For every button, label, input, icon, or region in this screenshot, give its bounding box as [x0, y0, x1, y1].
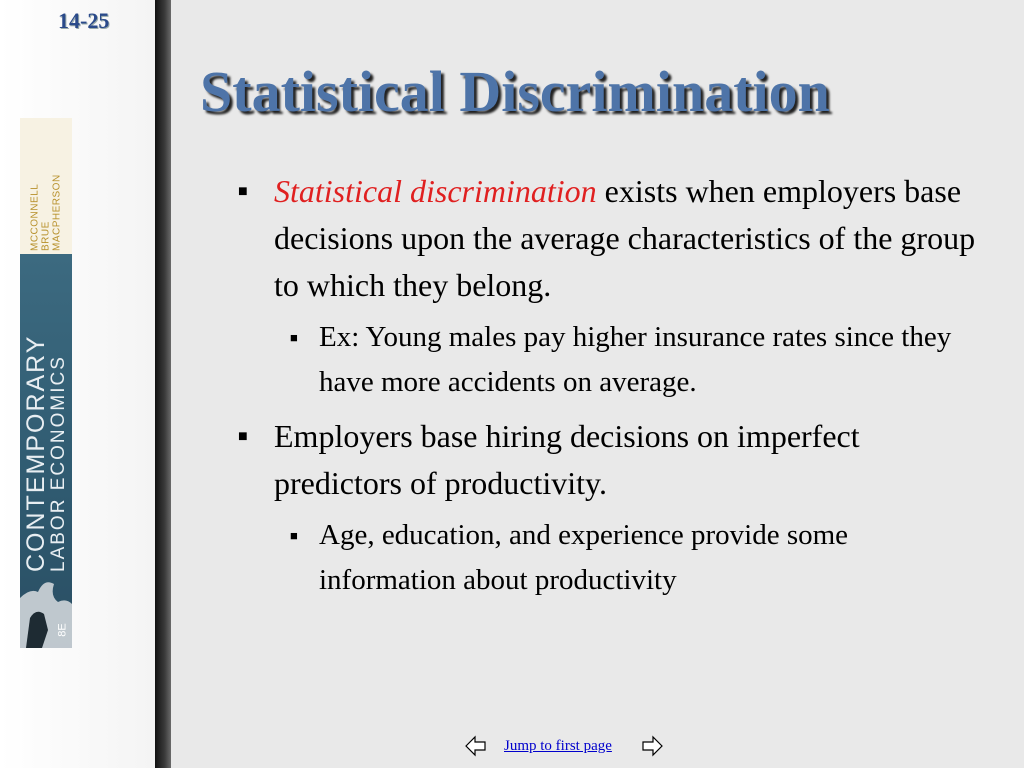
author-2: BRUE [40, 221, 52, 251]
book-title-line2: LABOR ECONOMICS [48, 355, 69, 572]
jump-to-first-page-link[interactable]: Jump to first page [504, 738, 612, 754]
book-cover-logo [20, 118, 72, 648]
slide-navigation [464, 734, 664, 760]
left-arrow-icon[interactable] [464, 734, 488, 758]
left-sidebar [0, 0, 155, 768]
author-1: MCCONNELL [29, 183, 41, 251]
book-title-panel [20, 254, 72, 648]
sidebar-shadow [155, 0, 171, 768]
bullet-1-text: exists when employers base decisions upon the average characteristics of the group to which they belong. [274, 173, 976, 303]
bullet-marker: ■ [238, 183, 248, 200]
author-3: MACPHERSON [51, 174, 63, 251]
bullet-1 [232, 168, 992, 309]
sub-bullet-marker: ■ [290, 528, 298, 543]
book-edition: 8E [56, 623, 69, 637]
bullet-2-text: Employers base hiring decisions on imperfect predictors of productivity. [274, 418, 860, 501]
right-arrow-icon[interactable] [640, 734, 664, 758]
book-title [23, 272, 69, 572]
slide-number: 14-25 [58, 8, 110, 33]
slide-title: Statistical Discrimination [200, 59, 830, 124]
bullet-2 [232, 413, 992, 507]
book-authors [30, 121, 63, 251]
sub-bullet-1-text: Ex: Young males pay higher insurance rates since they have more accidents on average. [319, 321, 952, 398]
bullet-marker: ■ [238, 428, 248, 445]
book-title-line1: CONTEMPORARY [22, 334, 50, 572]
sub-bullet-1 [232, 315, 992, 405]
book-authors-panel [20, 118, 72, 254]
sub-bullet-marker: ■ [290, 330, 298, 345]
sub-bullet-2 [232, 513, 992, 603]
sub-bullet-2-text: Age, education, and experience provide some information about productivity [319, 519, 849, 596]
slide-content [232, 168, 992, 603]
bullet-1-term: Statistical discrimination [274, 173, 597, 209]
